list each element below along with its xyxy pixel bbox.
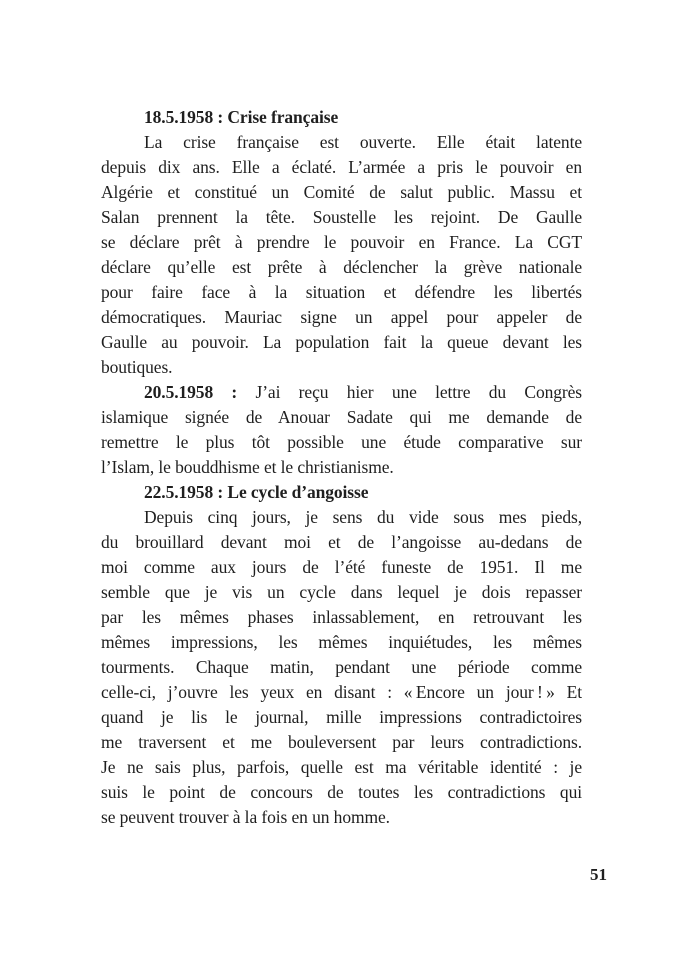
body-line: se peuvent trouver à la fois en un homme. bbox=[101, 807, 390, 827]
body-line: moi comme aux jours de l’été funeste de 1951. Il me bbox=[101, 557, 582, 577]
body-line: islamique signée de Anouar Sadate qui me demande de bbox=[101, 407, 582, 427]
body-line: du brouillard devant moi et de l’angoisse au-dedans de bbox=[101, 532, 582, 552]
body-line: mêmes impressions, les mêmes inquiétudes, les mêmes bbox=[101, 632, 582, 652]
body-line: La crise française est ouverte. Elle était latente bbox=[144, 132, 582, 152]
body-line: se déclare prêt à prendre le pouvoir en France. La CGT bbox=[101, 232, 582, 252]
body-line: Depuis cinq jours, je sens du vide sous mes pieds, bbox=[144, 507, 582, 527]
body-line: pour faire face à la situation et défendre les libertés bbox=[101, 282, 582, 302]
body-line: suis le point de concours de toutes les contradictions qui bbox=[101, 782, 582, 802]
body-line: me traversent et me bouleversent par leurs contradictions. bbox=[101, 732, 582, 752]
body-line: Algérie et constitué un Comité de salut public. Massu et bbox=[101, 182, 582, 202]
body-line: démocratiques. Mauriac signe un appel pour appeler de bbox=[101, 307, 582, 327]
date-lead: 20.5.1958 : bbox=[144, 382, 238, 402]
page-body bbox=[101, 105, 582, 830]
page-number: 51 bbox=[590, 865, 607, 884]
body-line: semble que je vis un cycle dans lequel je dois repasser bbox=[101, 582, 582, 602]
body-line: Je ne sais plus, parfois, quelle est ma véritable identité : je bbox=[101, 757, 582, 777]
body-line: remettre le plus tôt possible une étude comparative sur bbox=[101, 432, 582, 452]
heading-line: 18.5.1958 : Crise française bbox=[144, 107, 339, 127]
body-line: l’Islam, le bouddhisme et le christianisme. bbox=[101, 457, 394, 477]
body-line bbox=[101, 380, 582, 405]
body-line: Gaulle au pouvoir. La population fait la queue devant les bbox=[101, 332, 582, 352]
body-line: quand je lis le journal, mille impressions contradictoires bbox=[101, 707, 582, 727]
heading-line: 22.5.1958 : Le cycle d’angoisse bbox=[144, 482, 369, 502]
body-line: depuis dix ans. Elle a éclaté. L’armée a pris le pouvoir en bbox=[101, 157, 582, 177]
body-line: tourments. Chaque matin, pendant une période comme bbox=[101, 657, 582, 677]
body-line: par les mêmes phases inlassablement, en retrouvant les bbox=[101, 607, 582, 627]
body-line-text: J’ai reçu hier une lettre du Congrès bbox=[255, 382, 582, 402]
body-line: Salan prennent la tête. Soustelle les rejoint. De Gaulle bbox=[101, 207, 582, 227]
body-line: déclare qu’elle est prête à déclencher la grève nationale bbox=[101, 257, 582, 277]
body-line: celle-ci, j’ouvre les yeux en disant : « Encore un jour ! » Et bbox=[101, 682, 582, 702]
body-line: boutiques. bbox=[101, 357, 173, 377]
